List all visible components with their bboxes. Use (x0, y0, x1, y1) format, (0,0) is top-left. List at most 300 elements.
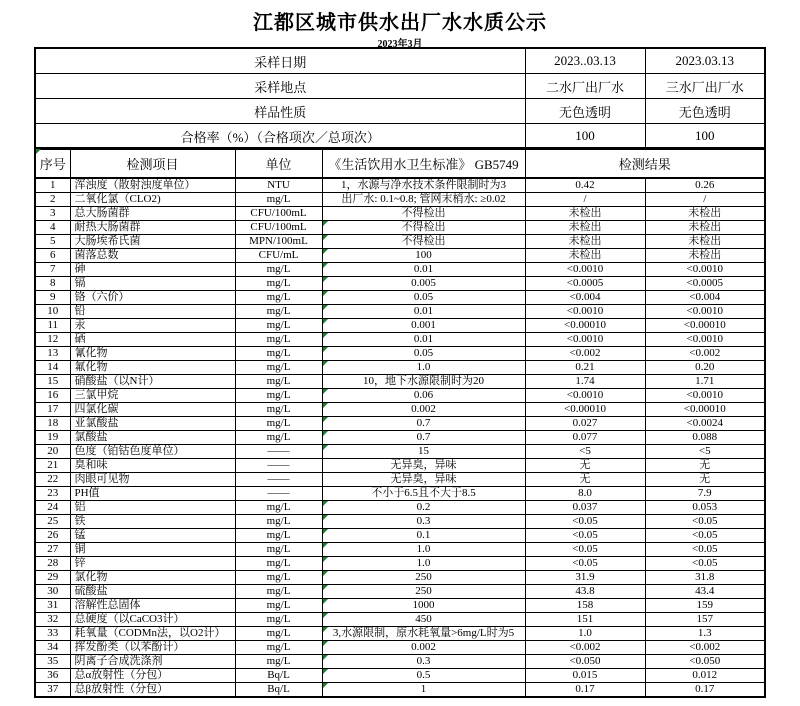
seq-cell: 6 (35, 249, 70, 263)
table-row (35, 207, 765, 221)
item-cell: 铜 (70, 543, 235, 557)
result1-cell: 31.9 (525, 571, 645, 585)
result1-cell: 无 (525, 473, 645, 487)
result2-cell: 未检出 (645, 221, 765, 235)
summary-row (35, 124, 765, 150)
table-row (35, 235, 765, 249)
seq-cell: 19 (35, 431, 70, 445)
result2-cell: 0.053 (645, 501, 765, 515)
result1-cell: 0.21 (525, 361, 645, 375)
item-cell: 汞 (70, 319, 235, 333)
table-row (35, 178, 765, 193)
result2-cell: <0.05 (645, 543, 765, 557)
plant2-value-cell: 100 (525, 124, 645, 150)
flag-triangle-icon (323, 333, 328, 338)
seq-cell: 4 (35, 221, 70, 235)
standard-cell: 10，地下水源限制时为20 (322, 375, 525, 389)
header-result: 检测结果 (525, 148, 765, 178)
seq-cell: 17 (35, 403, 70, 417)
seq-cell: 5 (35, 235, 70, 249)
table-row (35, 543, 765, 557)
flag-triangle-icon (323, 221, 328, 226)
result2-cell: <0.0010 (645, 389, 765, 403)
result1-cell: 未检出 (525, 221, 645, 235)
result1-cell: / (525, 193, 645, 207)
table-row (35, 333, 765, 347)
item-cell: 硒 (70, 333, 235, 347)
standard-cell: 不得检出 (322, 207, 525, 221)
flag-triangle-icon (323, 669, 328, 674)
result1-cell: <0.0010 (525, 333, 645, 347)
result1-cell: 1.74 (525, 375, 645, 389)
unit-cell: mg/L (235, 319, 322, 333)
standard-cell: 0.01 (322, 305, 525, 319)
seq-cell: 33 (35, 627, 70, 641)
table-row (35, 277, 765, 291)
item-cell: 铅 (70, 305, 235, 319)
header-seq-label: 序号 (39, 156, 66, 172)
item-cell: 挥发酚类（以苯酚计） (70, 641, 235, 655)
item-cell: 镉 (70, 277, 235, 291)
flag-triangle-icon (323, 683, 328, 688)
standard-cell: 1.0 (322, 557, 525, 571)
flag-triangle-icon (323, 305, 328, 310)
result1-cell: <0.00010 (525, 319, 645, 333)
seq-cell: 31 (35, 599, 70, 613)
result2-cell: 0.26 (645, 178, 765, 193)
result2-cell: 31.8 (645, 571, 765, 585)
flag-triangle-icon (323, 613, 328, 618)
standard-cell: 450 (322, 613, 525, 627)
flag-triangle-icon (323, 235, 328, 240)
result1-cell: <0.004 (525, 291, 645, 305)
seq-cell: 18 (35, 417, 70, 431)
flag-triangle-icon (323, 543, 328, 548)
item-cell: 氟化物 (70, 361, 235, 375)
result1-cell: 未检出 (525, 235, 645, 249)
table-row (35, 291, 765, 305)
table-row (35, 585, 765, 599)
table-row (35, 375, 765, 389)
unit-cell: mg/L (235, 543, 322, 557)
result1-cell: 0.42 (525, 178, 645, 193)
summary-label-cell: 合格率（%）（合格项次／总项次） (35, 124, 525, 150)
table-row (35, 347, 765, 361)
unit-cell: mg/L (235, 613, 322, 627)
summary-row (35, 74, 765, 99)
header-seq (35, 148, 70, 178)
flag-triangle-icon (323, 291, 328, 296)
standard-cell: 0.01 (322, 333, 525, 347)
result2-cell: 未检出 (645, 207, 765, 221)
item-cell: 锰 (70, 529, 235, 543)
seq-cell: 37 (35, 683, 70, 698)
unit-cell: mg/L (235, 403, 322, 417)
result2-cell: <0.0010 (645, 263, 765, 277)
table-row (35, 487, 765, 501)
result1-cell: 0.17 (525, 683, 645, 698)
result1-cell: 0.077 (525, 431, 645, 445)
result2-cell: 0.20 (645, 361, 765, 375)
header-row (35, 148, 765, 178)
table-row (35, 361, 765, 375)
item-cell: 二氧化氯（CLO2) (70, 193, 235, 207)
table-row (35, 557, 765, 571)
seq-cell: 23 (35, 487, 70, 501)
flag-triangle-icon (323, 417, 328, 422)
standard-cell: 15 (322, 445, 525, 459)
result2-cell: 157 (645, 613, 765, 627)
item-cell: 耗氧量（CODMn法，以O2计） (70, 627, 235, 641)
result2-cell: <0.00010 (645, 319, 765, 333)
header-unit: 单位 (235, 148, 322, 178)
item-cell: 铝 (70, 501, 235, 515)
standard-cell: 0.06 (322, 389, 525, 403)
seq-cell: 28 (35, 557, 70, 571)
standard-cell: 0.3 (322, 655, 525, 669)
table-row (35, 683, 765, 698)
standard-cell: 不得检出 (322, 221, 525, 235)
unit-cell: MPN/100mL (235, 235, 322, 249)
table-row (35, 305, 765, 319)
result2-cell: 1.71 (645, 375, 765, 389)
seq-cell: 14 (35, 361, 70, 375)
standard-cell: 1，水源与净水技术条件限制时为3 (322, 178, 525, 193)
result2-cell: 43.4 (645, 585, 765, 599)
standard-cell: 1.0 (322, 543, 525, 557)
unit-cell: mg/L (235, 529, 322, 543)
seq-cell: 26 (35, 529, 70, 543)
unit-cell: —— (235, 459, 322, 473)
standard-cell: 0.2 (322, 501, 525, 515)
result2-cell: 未检出 (645, 235, 765, 249)
unit-cell: Bq/L (235, 683, 322, 698)
unit-cell: CFU/mL (235, 249, 322, 263)
result1-cell: 43.8 (525, 585, 645, 599)
flag-triangle-icon (323, 277, 328, 282)
result2-cell: <0.0010 (645, 305, 765, 319)
item-cell: 总β放射性（分包） (70, 683, 235, 698)
standard-cell: 不小于6.5且不大于8.5 (322, 487, 525, 501)
plant3-value-cell: 三水厂出厂水 (645, 74, 765, 99)
item-cell: 氰化物 (70, 347, 235, 361)
result2-cell: 0.012 (645, 669, 765, 683)
table-row (35, 417, 765, 431)
unit-cell: mg/L (235, 599, 322, 613)
unit-cell: mg/L (235, 585, 322, 599)
result1-cell: <0.05 (525, 557, 645, 571)
result2-cell: <0.05 (645, 529, 765, 543)
unit-cell: CFU/100mL (235, 207, 322, 221)
unit-cell: mg/L (235, 375, 322, 389)
flag-triangle-icon (323, 627, 328, 632)
result2-cell: <0.002 (645, 347, 765, 361)
result1-cell: <0.0010 (525, 389, 645, 403)
unit-cell: mg/L (235, 193, 322, 207)
result1-cell: <0.0005 (525, 277, 645, 291)
unit-cell: —— (235, 473, 322, 487)
item-cell: 总α放射性（分包） (70, 669, 235, 683)
item-cell: 阴离子合成洗涤剂 (70, 655, 235, 669)
unit-cell: mg/L (235, 305, 322, 319)
result2-cell: 159 (645, 599, 765, 613)
unit-cell: mg/L (235, 557, 322, 571)
unit-cell: mg/L (235, 333, 322, 347)
seq-cell: 21 (35, 459, 70, 473)
plant3-value-cell: 无色透明 (645, 99, 765, 124)
standard-cell: 0.5 (322, 669, 525, 683)
item-cell: 氯酸盐 (70, 431, 235, 445)
seq-cell: 24 (35, 501, 70, 515)
standard-cell: 0.7 (322, 431, 525, 445)
unit-cell: mg/L (235, 655, 322, 669)
standard-cell: 250 (322, 571, 525, 585)
standard-cell: 100 (322, 249, 525, 263)
seq-cell: 11 (35, 319, 70, 333)
standard-cell: 出厂水: 0.1~0.8; 管网末梢水: ≥0.02 (322, 193, 525, 207)
item-cell: 色度（铂钴色度单位） (70, 445, 235, 459)
result1-cell: 未检出 (525, 207, 645, 221)
flag-triangle-icon (323, 361, 328, 366)
result2-cell: <0.0005 (645, 277, 765, 291)
item-cell: 溶解性总固体 (70, 599, 235, 613)
result2-cell: / (645, 193, 765, 207)
result1-cell: <0.050 (525, 655, 645, 669)
result2-cell: <0.004 (645, 291, 765, 305)
item-cell: 菌落总数 (70, 249, 235, 263)
flag-triangle-icon (323, 529, 328, 534)
table-row (35, 515, 765, 529)
standard-cell: 0.7 (322, 417, 525, 431)
result2-cell: <0.0024 (645, 417, 765, 431)
result1-cell: <0.05 (525, 529, 645, 543)
item-cell: 氯化物 (70, 571, 235, 585)
item-cell: 肉眼可见物 (70, 473, 235, 487)
result1-cell: <0.0010 (525, 305, 645, 319)
seq-cell: 36 (35, 669, 70, 683)
result2-cell: <0.05 (645, 515, 765, 529)
plant2-value-cell: 无色透明 (525, 99, 645, 124)
standard-cell: 无异臭，异味 (322, 459, 525, 473)
standard-cell: 0.1 (322, 529, 525, 543)
seq-cell: 22 (35, 473, 70, 487)
item-cell: 锌 (70, 557, 235, 571)
flag-triangle-icon (323, 501, 328, 506)
item-cell: 臭和味 (70, 459, 235, 473)
table-row (35, 613, 765, 627)
result1-cell: 1.0 (525, 627, 645, 641)
result1-cell: <0.002 (525, 641, 645, 655)
table-row (35, 431, 765, 445)
summary-label-cell: 样品性质 (35, 99, 525, 124)
table-row (35, 221, 765, 235)
result2-cell: <0.00010 (645, 403, 765, 417)
flag-triangle-icon (36, 149, 41, 154)
summary-label-cell: 采样地点 (35, 74, 525, 99)
result1-cell: 158 (525, 599, 645, 613)
seq-cell: 8 (35, 277, 70, 291)
standard-cell: 0.3 (322, 515, 525, 529)
item-cell: 亚氯酸盐 (70, 417, 235, 431)
standard-cell: 0.01 (322, 263, 525, 277)
seq-cell: 35 (35, 655, 70, 669)
result1-cell: 无 (525, 459, 645, 473)
seq-cell: 2 (35, 193, 70, 207)
table-row (35, 571, 765, 585)
flag-triangle-icon (323, 515, 328, 520)
table-row (35, 473, 765, 487)
unit-cell: mg/L (235, 389, 322, 403)
result1-cell: <0.002 (525, 347, 645, 361)
standard-cell: 0.05 (322, 347, 525, 361)
result2-cell: 无 (645, 459, 765, 473)
item-cell: 总大肠菌群 (70, 207, 235, 221)
summary-row (35, 48, 765, 74)
result2-cell: <0.0010 (645, 333, 765, 347)
flag-triangle-icon (323, 599, 328, 604)
standard-cell: 0.002 (322, 403, 525, 417)
unit-cell: mg/L (235, 277, 322, 291)
page-title: 江都区城市供水出厂水水质公示 (253, 12, 547, 34)
seq-cell: 25 (35, 515, 70, 529)
page-subtitle: 2023年3月 (377, 39, 423, 50)
result1-cell: 0.027 (525, 417, 645, 431)
seq-cell: 16 (35, 389, 70, 403)
seq-cell: 12 (35, 333, 70, 347)
table-row (35, 669, 765, 683)
unit-cell: mg/L (235, 641, 322, 655)
seq-cell: 20 (35, 445, 70, 459)
item-cell: 铁 (70, 515, 235, 529)
result1-cell: <0.00010 (525, 403, 645, 417)
result2-cell: 0.088 (645, 431, 765, 445)
header-standard: 《生活饮用水卫生标准》 GB5749 (322, 148, 525, 178)
standard-cell: 不得检出 (322, 235, 525, 249)
result2-cell: 未检出 (645, 249, 765, 263)
standard-cell: 1.0 (322, 361, 525, 375)
summary-row (35, 99, 765, 124)
result1-cell: 0.015 (525, 669, 645, 683)
seq-cell: 27 (35, 543, 70, 557)
unit-cell: Bq/L (235, 669, 322, 683)
result1-cell: <0.0010 (525, 263, 645, 277)
standard-cell: 0.001 (322, 319, 525, 333)
item-cell: 四氯化碳 (70, 403, 235, 417)
flag-triangle-icon (323, 571, 328, 576)
item-cell: PH值 (70, 487, 235, 501)
results-table (34, 147, 766, 698)
seq-cell: 13 (35, 347, 70, 361)
table-row (35, 389, 765, 403)
item-cell: 硫酸盐 (70, 585, 235, 599)
flag-triangle-icon (323, 585, 328, 590)
result2-cell: <0.002 (645, 641, 765, 655)
table-row (35, 445, 765, 459)
unit-cell: mg/L (235, 361, 322, 375)
seq-cell: 10 (35, 305, 70, 319)
unit-cell: NTU (235, 178, 322, 193)
flag-triangle-icon (323, 557, 328, 562)
plant3-value-cell: 2023.03.13 (645, 48, 765, 74)
table-row (35, 655, 765, 669)
summary-body (35, 48, 765, 149)
unit-cell: —— (235, 445, 322, 459)
summary-table (34, 47, 766, 150)
unit-cell: mg/L (235, 431, 322, 445)
seq-cell: 7 (35, 263, 70, 277)
table-row (35, 529, 765, 543)
flag-triangle-icon (323, 389, 328, 394)
standard-cell: 0.002 (322, 641, 525, 655)
seq-cell: 34 (35, 641, 70, 655)
result2-cell: <0.050 (645, 655, 765, 669)
table-row (35, 249, 765, 263)
flag-triangle-icon (323, 403, 328, 408)
seq-cell: 9 (35, 291, 70, 305)
unit-cell: mg/L (235, 291, 322, 305)
unit-cell: mg/L (235, 347, 322, 361)
item-cell: 大肠埃希氏菌 (70, 235, 235, 249)
result1-cell: 151 (525, 613, 645, 627)
flag-triangle-icon (323, 641, 328, 646)
unit-cell: mg/L (235, 263, 322, 277)
standard-cell: 1 (322, 683, 525, 698)
plant2-value-cell: 2023..03.13 (525, 48, 645, 74)
unit-cell: mg/L (235, 515, 322, 529)
unit-cell: mg/L (235, 571, 322, 585)
standard-cell: 0.005 (322, 277, 525, 291)
seq-cell: 29 (35, 571, 70, 585)
result2-cell: <0.05 (645, 557, 765, 571)
result1-cell: <5 (525, 445, 645, 459)
flag-triangle-icon (323, 655, 328, 660)
standard-cell: 3,水源限制，原水耗氧量>6mg/L时为5 (322, 627, 525, 641)
table-row (35, 641, 765, 655)
unit-cell: mg/L (235, 501, 322, 515)
result1-cell: 8.0 (525, 487, 645, 501)
table-row (35, 193, 765, 207)
table-row (35, 459, 765, 473)
result2-cell: <5 (645, 445, 765, 459)
seq-cell: 30 (35, 585, 70, 599)
unit-cell: mg/L (235, 417, 322, 431)
flag-triangle-icon (323, 445, 328, 450)
flag-triangle-icon (323, 249, 328, 254)
unit-cell: CFU/100mL (235, 221, 322, 235)
table-row (35, 403, 765, 417)
standard-cell: 250 (322, 585, 525, 599)
plant2-value-cell: 二水厂出厂水 (525, 74, 645, 99)
item-cell: 耐热大肠菌群 (70, 221, 235, 235)
table-row (35, 599, 765, 613)
header-item: 检测项目 (70, 148, 235, 178)
result1-cell: 未检出 (525, 249, 645, 263)
unit-cell: mg/L (235, 627, 322, 641)
seq-cell: 15 (35, 375, 70, 389)
item-cell: 总硬度（以CaCO3计） (70, 613, 235, 627)
plant3-value-cell: 100 (645, 124, 765, 150)
unit-cell: —— (235, 487, 322, 501)
item-cell: 铬（六价） (70, 291, 235, 305)
seq-cell: 1 (35, 178, 70, 193)
summary-label-cell: 采样日期 (35, 48, 525, 74)
item-cell: 浑浊度（散射浊度单位） (70, 178, 235, 193)
standard-cell: 1000 (322, 599, 525, 613)
seq-cell: 3 (35, 207, 70, 221)
table-row (35, 627, 765, 641)
item-cell: 三氯甲烷 (70, 389, 235, 403)
table-row (35, 319, 765, 333)
